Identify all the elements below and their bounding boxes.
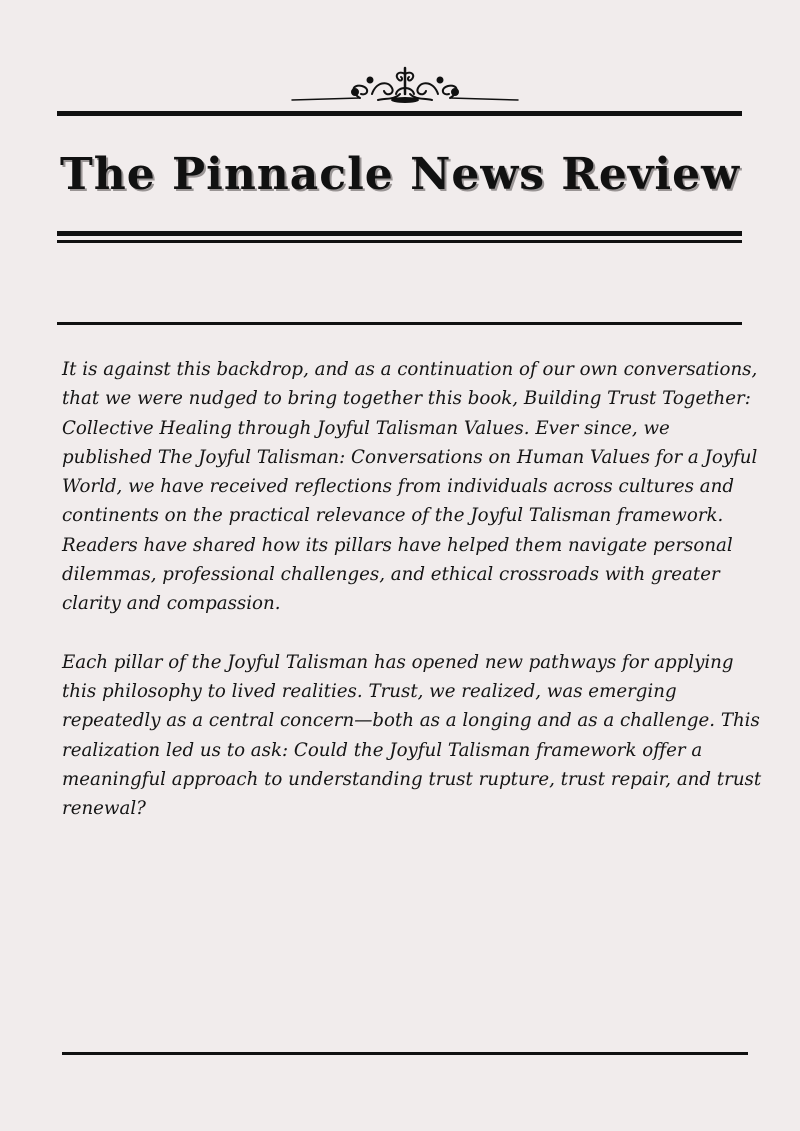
flourish-ornament-icon bbox=[290, 64, 520, 106]
masthead-top-rule bbox=[57, 111, 742, 116]
article-paragraph-2: Each pillar of the Joyful Talisman has opened new pathways for applying this philosophy to lived realities. Trust, we realized, was emerging repeatedly as a central concern—both as a longing and as a challenge. This realization led us to ask: Could the Joyful Talisman framework offer a meaningful approach to understanding trust rupture, trust repair, and trust renewal? bbox=[62, 651, 762, 820]
masthead-bottom-rule-thin bbox=[57, 240, 742, 243]
article-top-rule bbox=[57, 322, 742, 325]
masthead-title: The Pinnacle News Review bbox=[59, 149, 741, 200]
article-paragraph-1: It is against this backdrop, and as a continuation of our own conversations, that we were nudged to bring together this book, Building Trust Together: Collective Healing through Joyful Talisman Values. Ever since, we published The Joyful Talisman: Conversations on Human Values for a Joyful World, we have received reflections from individuals across cultures and continents on the practical relevance of the Joyful Talisman framework. Readers have shared how its pillars have helped them navigate personal dilemmas, professional challenges, and ethical crossroads with greater clarity and compassion. bbox=[62, 359, 758, 615]
article-body bbox=[62, 355, 762, 852]
masthead-bottom-rule-thick bbox=[57, 231, 742, 236]
footer-rule bbox=[62, 1052, 748, 1055]
